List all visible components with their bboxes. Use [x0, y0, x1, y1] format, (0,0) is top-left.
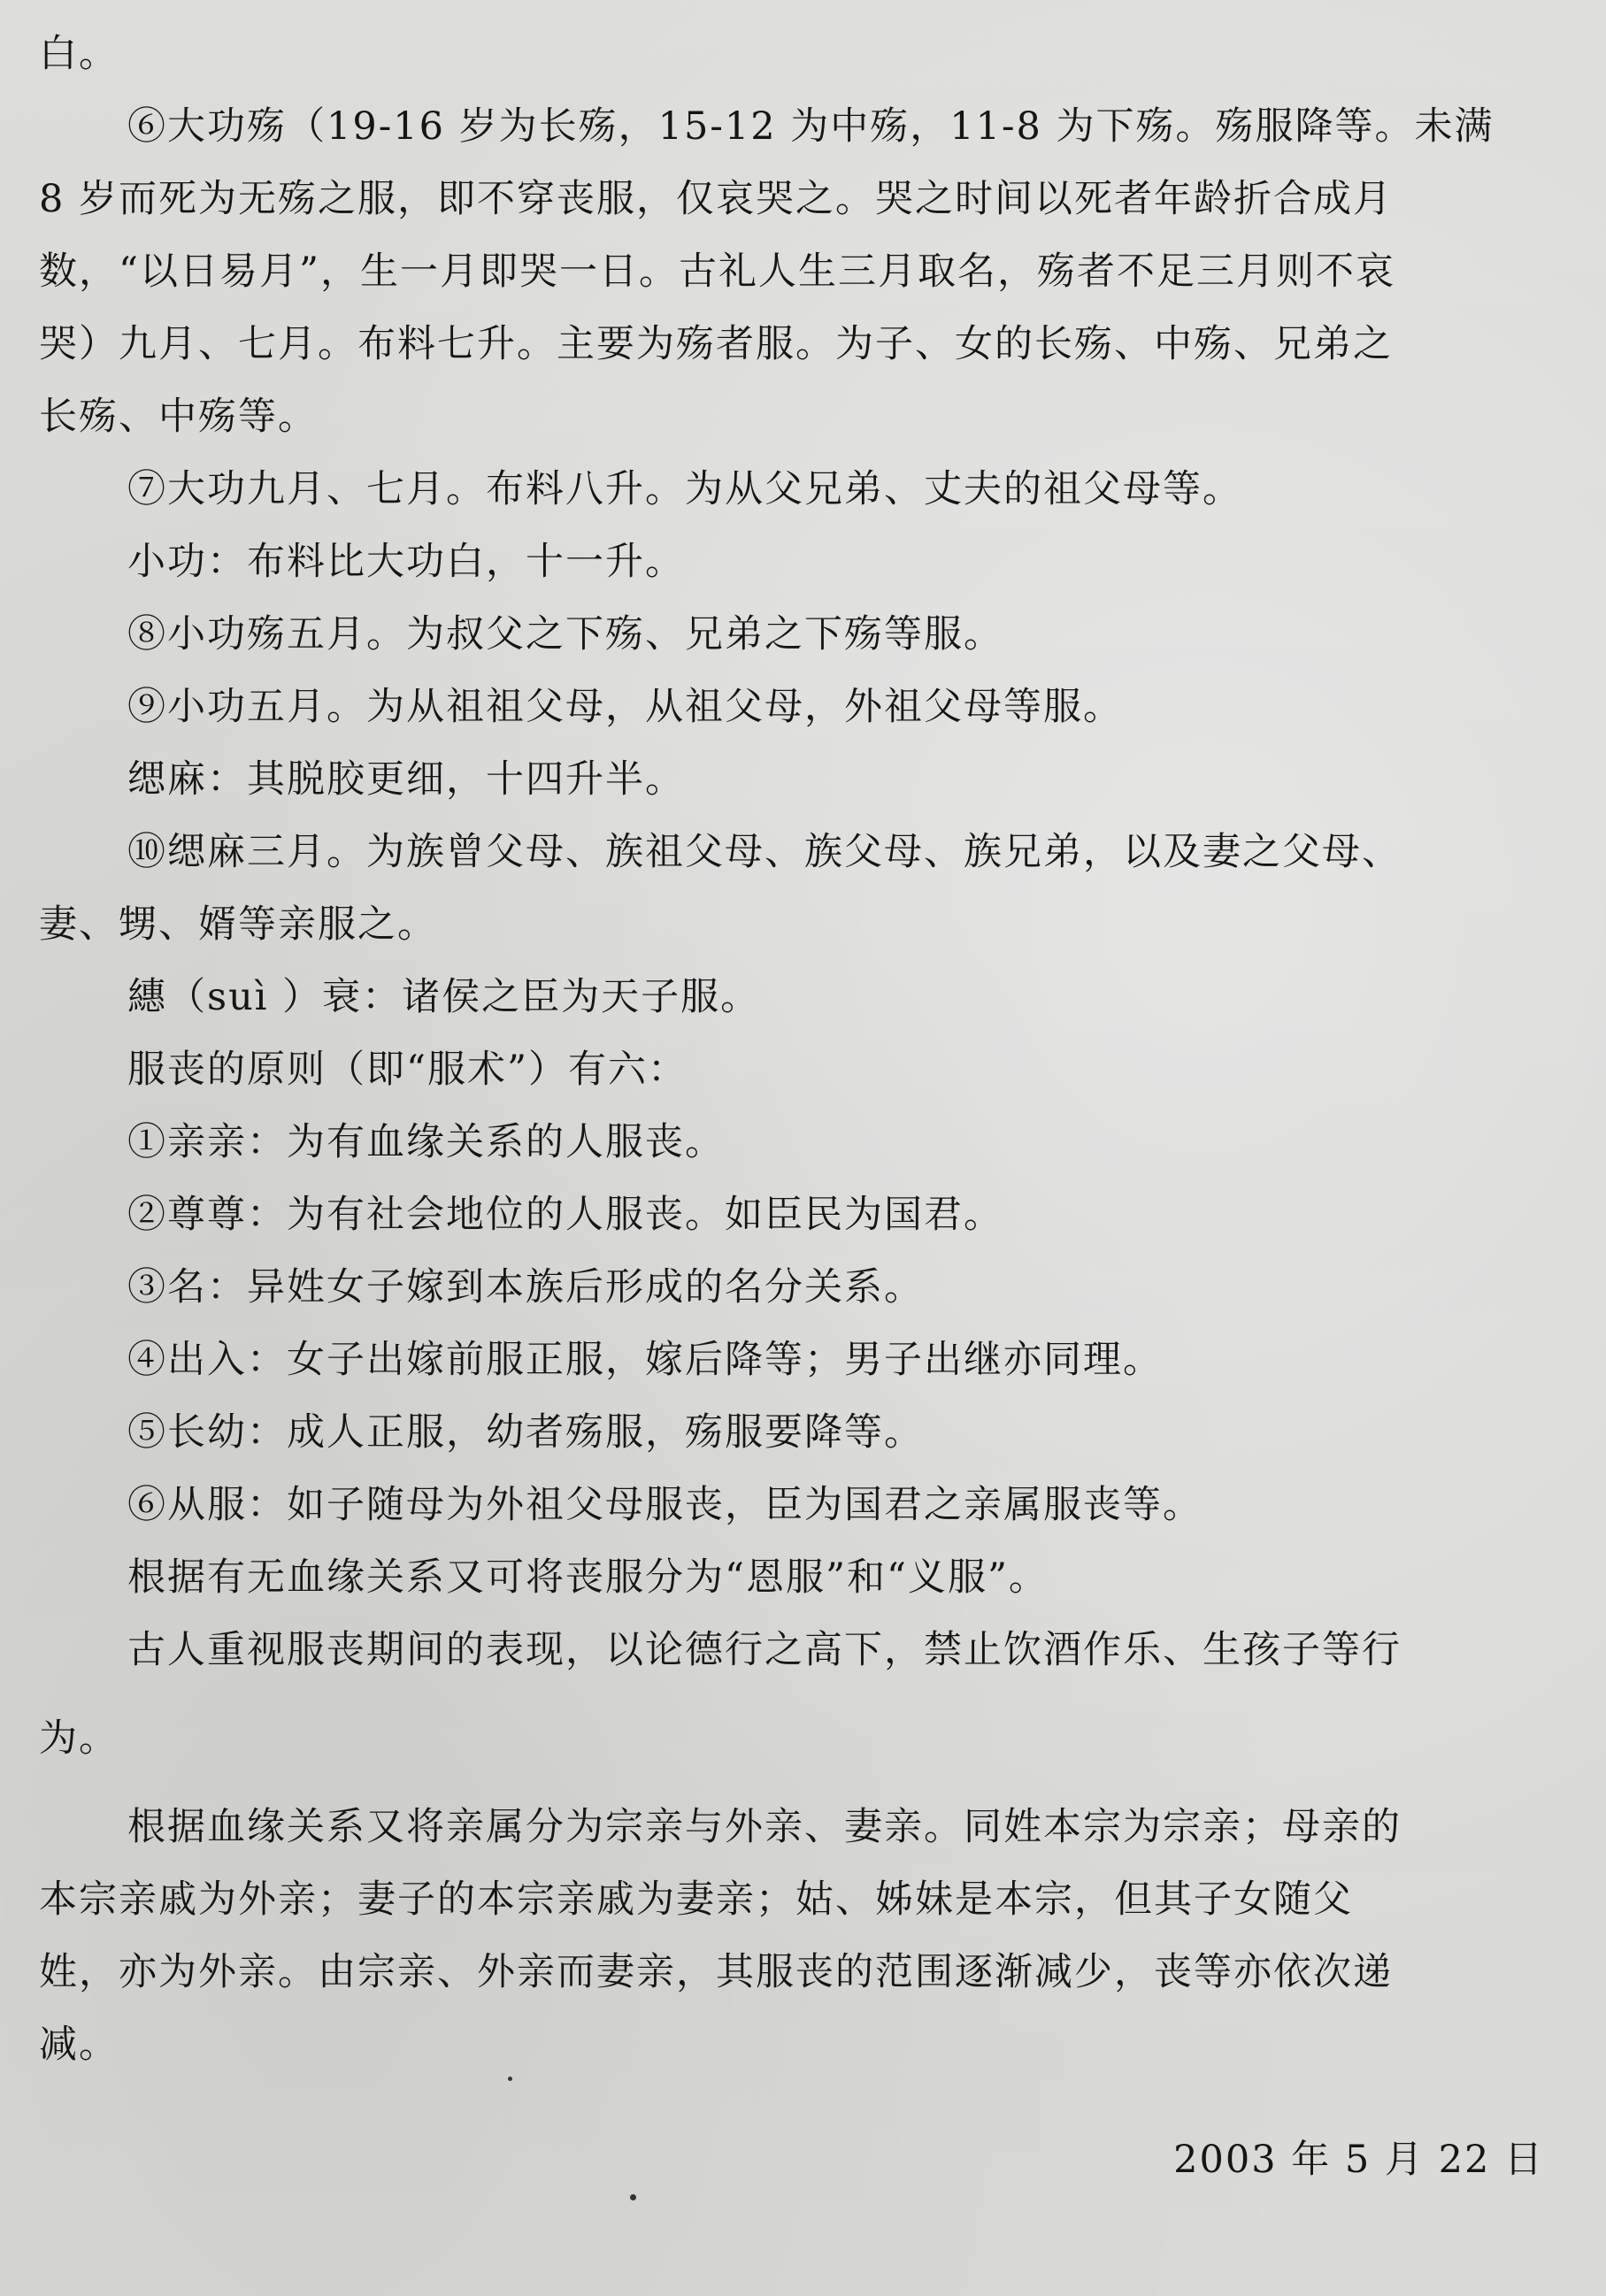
text-line: ⑥从服：如子随母为外祖父母服丧，臣为国君之亲属服丧等。: [127, 1483, 1203, 1527]
text-line: ④出入：女子出嫁前服正服，嫁后降等；男子出继亦同理。: [127, 1338, 1163, 1382]
text-line: 为。: [39, 1716, 119, 1761]
text-line: 妻、甥、婿等亲服之。: [39, 902, 437, 947]
text-line: ⑨小功五月。为从祖祖父母，从祖父母，外祖父母等服。: [127, 685, 1123, 729]
text-line: 小功：布料比大功白，十一升。: [127, 540, 685, 584]
document-date: 2003 年 5 月 22 日: [1173, 2138, 1544, 2182]
text-line: 姓，亦为外亲。由宗亲、外亲而妻亲，其服丧的范围逐渐减少，丧等亦依次递: [39, 1950, 1393, 1994]
text-line: ⑦大功九月、七月。布料八升。为从父兄弟、丈夫的祖父母等。: [127, 467, 1242, 511]
text-line: ⑤长幼：成人正服，幼者殇服，殇服要降等。: [127, 1410, 924, 1455]
text-line: ①亲亲：为有血缘关系的人服丧。: [127, 1120, 725, 1164]
text-line: 哭）九月、七月。布料七升。主要为殇者服。为子、女的长殇、中殇、兄弟之: [39, 322, 1393, 366]
text-line: ⑩缌麻三月。为族曾父母、族祖父母、族父母、族兄弟，以及妻之父母、: [127, 830, 1402, 874]
scan-speck: [630, 2194, 636, 2200]
text-line: 本宗亲戚为外亲；妻子的本宗亲戚为妻亲；姑、姊妹是本宗，但其子女随父: [39, 1877, 1353, 1922]
paragraph-gap: [39, 1686, 1544, 1702]
text-line: 白。: [39, 32, 119, 76]
text-line: ③名：异姓女子嫁到本族后形成的名分关系。: [127, 1265, 924, 1309]
text-line: 减。: [39, 2023, 119, 2067]
text-line: ⑧小功殇五月。为叔父之下殇、兄弟之下殇等服。: [127, 612, 1003, 657]
text-line: 古人重视服丧期间的表现，以论德行之高下，禁止饮酒作乐、生孩子等行: [127, 1628, 1402, 1672]
text-line: 8 岁而死为无殇之服，即不穿丧服，仅哀哭之。哭之时间以死者年龄折合成月: [39, 177, 1394, 221]
text-line: 根据血缘关系又将亲属分为宗亲与外亲、妻亲。同姓本宗为宗亲；母亲的: [127, 1805, 1402, 1849]
text-line: ②尊尊：为有社会地位的人服丧。如臣民为国君。: [127, 1193, 1003, 1237]
text-line: 根据有无血缘关系又可将丧服分为“恩服”和“义服”。: [127, 1555, 1049, 1600]
scan-speck: [508, 2077, 512, 2081]
text-line: 服丧的原则（即“服术”）有六：: [127, 1048, 688, 1092]
text-line: 数，“以日易月”，生一月即哭一日。古礼人生三月取名，殇者不足三月则不哀: [39, 250, 1395, 294]
text-line: 长殇、中殇等。: [39, 395, 318, 439]
text-line: 缌麻：其脱胶更细，十四升半。: [127, 757, 685, 802]
paragraph-gap: [39, 1775, 1544, 1791]
document-body: [39, 18, 1544, 2081]
text-line: 繐（suì ）衰：诸侯之臣为天子服。: [127, 975, 761, 1019]
text-line: ⑥大功殇（19-16 岁为长殇，15-12 为中殇，11-8 为下殇。殇服降等。未满: [127, 104, 1495, 149]
